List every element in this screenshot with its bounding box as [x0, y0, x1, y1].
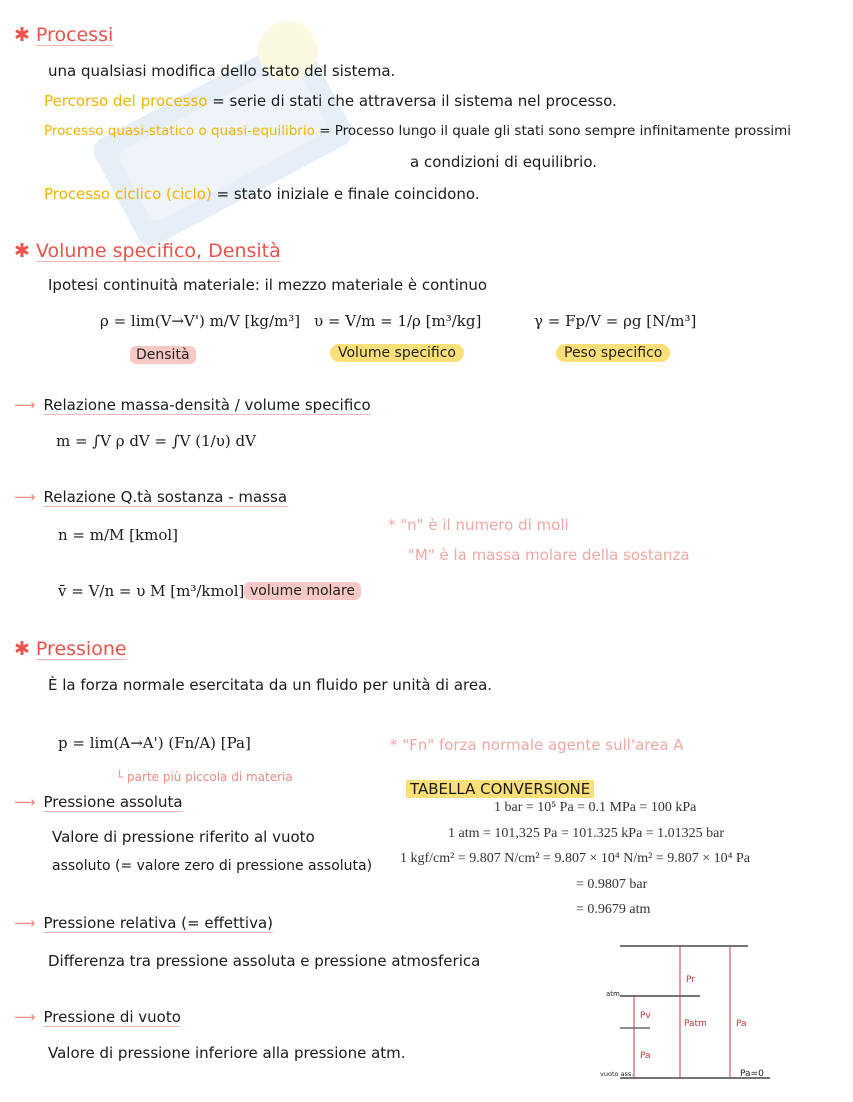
tag-densita: Densità: [130, 346, 196, 364]
tag-peso-specifico: Peso specifico: [556, 344, 670, 362]
label-atm: atm.: [606, 990, 623, 998]
formula-pressione: p = lim(A→A') (Fn/A) [Pa]: [58, 734, 251, 752]
conv-row-kgf-atm: = 0.9679 atm: [576, 902, 651, 917]
tag-volume-specifico: Volume specifico: [330, 344, 464, 362]
label-pv: Pv: [640, 1011, 651, 1021]
arrow-icon: ⟶: [14, 396, 36, 414]
ciclico-label: Processo ciclico (ciclo): [44, 185, 212, 203]
arrow-icon: ⟶: [14, 1008, 36, 1026]
formula-moli: n = m/M [kmol]: [58, 526, 179, 544]
conv-row-kgf-bar: = 0.9807 bar: [576, 877, 648, 892]
assoluta-def-2: assoluto (= valore zero di pressione assoluta): [52, 858, 373, 874]
pressione-definition: È la forza normale esercitata da un fluido per unità di area.: [48, 676, 493, 694]
conv-row-atm: 1 atm = 101,325 Pa = 101.325 kPa = 1.01325 bar: [448, 826, 725, 841]
quasi-definition: = Processo lungo il quale gli stati sono sempre infinitamente prossimi: [319, 123, 792, 139]
note-fn: * "Fn" forza normale agente sull'area A: [390, 736, 684, 754]
formula-volume-specifico: υ = V/m = 1/ρ [m³/kg]: [314, 312, 482, 330]
processi-definition: una qualsiasi modifica dello stato del sistema.: [48, 62, 396, 80]
formula-densita: ρ = lim(V→V') m/V [kg/m³]: [100, 312, 301, 330]
quasi-label: Processo quasi-statico o quasi-equilibrio: [44, 123, 315, 139]
subsection-pressione-relativa: ⟶ Pressione relativa (= effettiva): [14, 914, 273, 932]
pressure-diagram: [600, 940, 780, 1085]
subsection-pressione-vuoto: ⟶ Pressione di vuoto: [14, 1008, 181, 1026]
subsection-sostanza: ⟶ Relazione Q.tà sostanza - massa: [14, 488, 288, 506]
arrow-icon: ⟶: [14, 488, 36, 506]
conv-row-bar: 1 bar = 10⁵ Pa = 0.1 MPa = 100 kPa: [494, 800, 697, 815]
conv-row-kgf: 1 kgf/cm² = 9.807 N/cm² = 9.807 × 10⁴ N/m² = 9.807 × 10⁴ Pa: [400, 851, 750, 866]
percorso-definition: = serie di stati che attraversa il sistema nel processo.: [212, 92, 617, 110]
label-vuoto: vuoto ass.: [600, 1070, 634, 1078]
relativa-def: Differenza tra pressione assoluta e pressione atmosferica: [48, 952, 481, 970]
ciclico-line: [44, 185, 480, 203]
note-moli: * "n" è il numero di moli: [388, 516, 569, 534]
assoluta-def-1: Valore di pressione riferito al vuoto: [52, 828, 315, 846]
label-pa-left: Pa: [640, 1051, 651, 1061]
arrow-icon: ⟶: [14, 793, 36, 811]
arrow-icon: ⟶: [14, 914, 36, 932]
tag-volume-molare: volume molare: [244, 582, 361, 600]
section-title-pressione: ✱ Pressione: [14, 638, 127, 660]
formula-volume-molare: v̄ = V/n = υ M [m³/kmol]: [58, 582, 245, 600]
tabella-title: TABELLA CONVERSIONE: [406, 780, 594, 798]
section-title-processi: ✱ Processi: [14, 24, 114, 46]
quasi-line: [44, 123, 791, 139]
percorso-label: Percorso del processo: [44, 92, 208, 110]
percorso-line: [44, 92, 617, 110]
label-pa-right: Pa: [736, 1019, 747, 1029]
section-title-volume: ✱ Volume specifico, Densità: [14, 240, 281, 262]
subsection-pressione-assoluta: ⟶ Pressione assoluta: [14, 793, 183, 811]
formula-pressione-note: └ parte più piccola di materia: [116, 770, 293, 784]
label-pa0: Pa=0: [740, 1069, 764, 1079]
vuoto-def: Valore di pressione inferiore alla pressione atm.: [48, 1044, 406, 1062]
subsection-massa: ⟶ Relazione massa-densità / volume specifico: [14, 396, 371, 414]
label-patm: Patm: [684, 1019, 707, 1029]
label-pr: Pr: [686, 975, 695, 985]
note-massa-molare: "M" è la massa molare della sostanza: [408, 546, 690, 564]
quasi-definition-2: a condizioni di equilibrio.: [410, 153, 597, 171]
ipotesi-text: Ipotesi continuità materiale: il mezzo materiale è continuo: [48, 276, 488, 294]
ciclico-definition: = stato iniziale e finale coincidono.: [216, 185, 480, 203]
formula-peso-specifico: γ = Fp/V = ρg [N/m³]: [534, 312, 697, 330]
formula-massa: m = ∫V ρ dV = ∫V (1/υ) dV: [56, 432, 256, 450]
